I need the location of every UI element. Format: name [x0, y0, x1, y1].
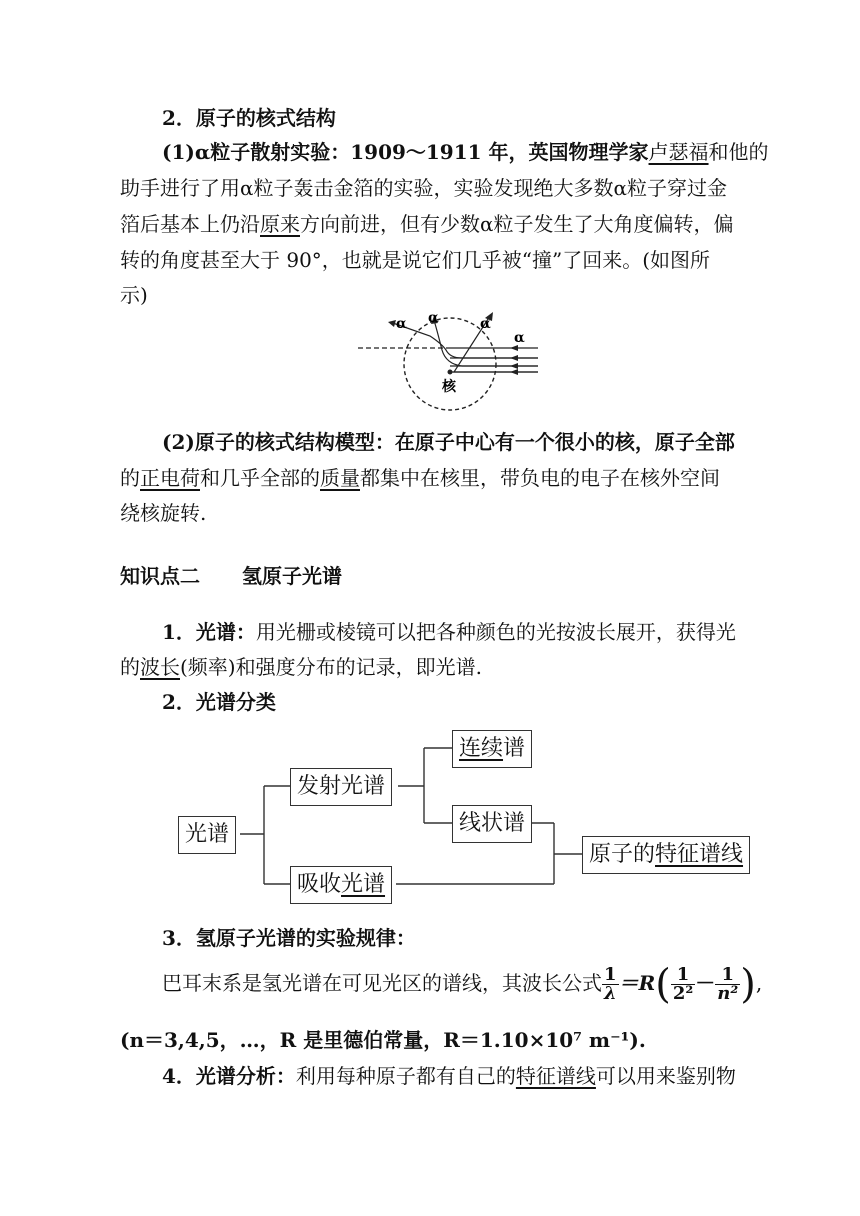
numerator: 1 [671, 966, 695, 985]
blank-answer: 正电荷 [140, 466, 200, 490]
formula-line: 巴耳末系是氢光谱在可见光区的谱线，其波长公式 $\frac{1}{\lambda}$ ＝R( $\frac{1}{\text{2²}}$ － $\frac{1}{\text{n²}}$ ), [162, 961, 763, 1008]
knowledge-point-heading [120, 562, 342, 590]
text-run: 可以用来鉴别物 [595, 1064, 736, 1088]
blank-answer: 特征谱线 [515, 1064, 596, 1088]
text-run: 巴耳末系是氢光谱在可见光区的谱线，其波长公式 [162, 971, 602, 995]
knowledge-point-label: 知识点二 [120, 564, 200, 588]
nucleus-dot [448, 370, 453, 375]
paragraph-line: 转的角度甚至大于 90°，也就是说它们几乎被“撞”了回来。(如图所 [120, 248, 711, 272]
text-run: 吸收 [297, 872, 342, 897]
box-characteristic-lines [582, 836, 750, 874]
section-title-hydrogen-rules: 3．氢原子光谱的实验规律： [162, 926, 416, 950]
paragraph-line [120, 653, 482, 681]
minus-sign: － [695, 971, 716, 995]
text-run: 的 [120, 655, 140, 679]
blank-answer: 光谱 [341, 872, 386, 897]
fraction-one-over-n-squared [715, 966, 740, 1003]
denominator: n² [717, 983, 739, 1004]
text-run: 的 [120, 466, 140, 490]
text-run: 都集中在核里，带负电的电子在核外空间 [360, 466, 720, 490]
text-run: 用光栅或棱镜可以把各种颜色的光按波长展开，获得光 [255, 620, 736, 644]
alpha-label: α [428, 310, 439, 326]
blank-answer: 特征谱线 [655, 842, 744, 867]
text-run: (频率)和强度分布的记录，即光谱. [180, 655, 482, 679]
denominator: λ [604, 983, 617, 1004]
alpha-label: α [480, 316, 491, 332]
paragraph-line: (n＝3,4,5，…，R 是里德伯常量，R＝1.10×10⁷ m⁻¹). [120, 1028, 646, 1052]
item-heading: 4．光谱分析： [162, 1064, 296, 1088]
knowledge-point-title: 氢原子光谱 [242, 564, 342, 588]
blank-answer: 连续 [459, 736, 504, 761]
blank-answer: 卢瑟福 [648, 140, 709, 164]
alpha-label: α [396, 316, 407, 332]
fraction-one-over-two-squared [671, 966, 695, 1003]
alpha-scattering-figure [350, 306, 550, 426]
text-run: 方向前进，但有少数α粒子发生了大角度偏转，偏 [300, 212, 734, 236]
numerator: 1 [602, 966, 619, 985]
paragraph-line: 示) [120, 283, 148, 307]
text-run: 原子的 [589, 842, 656, 867]
item-heading: 1．光谱： [162, 620, 256, 644]
text-run: 谱 [503, 736, 526, 761]
nucleus-label: 核 [442, 379, 456, 395]
text-run: (2)原子的核式结构模型：在原子中心有一个很小的核，原子全部 [162, 430, 735, 454]
denominator: 2² [672, 983, 694, 1004]
comma: , [755, 971, 763, 995]
blank-answer: 原来 [260, 212, 300, 236]
box-emission-spectrum: 发射光谱 [290, 768, 392, 806]
numerator: 1 [715, 966, 740, 985]
text-run: 和他的 [708, 140, 769, 164]
section-title-classification: 2．光谱分类 [162, 690, 276, 714]
text-run: (1)α粒子散射实验：1909～1911 年，英国物理学家 [162, 140, 649, 164]
alpha-label: α [514, 330, 525, 346]
box-line-spectrum: 线状谱 [452, 805, 532, 843]
section-title-nuclear-structure: 2．原子的核式结构 [162, 106, 336, 130]
blank-answer: 质量 [320, 466, 360, 490]
blank-answer: 波长 [140, 655, 180, 679]
equals-r: ＝R [618, 971, 656, 995]
box-spectrum: 光谱 [178, 816, 236, 854]
paragraph-line [162, 1062, 736, 1090]
paragraph-line: 助手进行了用α粒子轰击金箔的实验，实验发现绝大多数α粒子穿过金 [120, 176, 728, 200]
paragraph-line: 绕核旋转. [120, 501, 207, 525]
paragraph-line [162, 428, 735, 456]
box-continuous-spectrum [452, 730, 532, 768]
fraction-one-over-lambda [602, 966, 619, 1003]
box-absorption-spectrum [290, 866, 392, 904]
text-run: 利用每种原子都有自己的 [295, 1064, 516, 1088]
text-run: 和几乎全部的 [200, 466, 320, 490]
paragraph-line [162, 138, 769, 166]
spectrum-classification-diagram [176, 728, 776, 918]
paragraph-line [120, 210, 734, 238]
paragraph-line [120, 464, 720, 492]
text-run: 箔后基本上仍沿 [120, 212, 260, 236]
paragraph-line [162, 618, 736, 646]
